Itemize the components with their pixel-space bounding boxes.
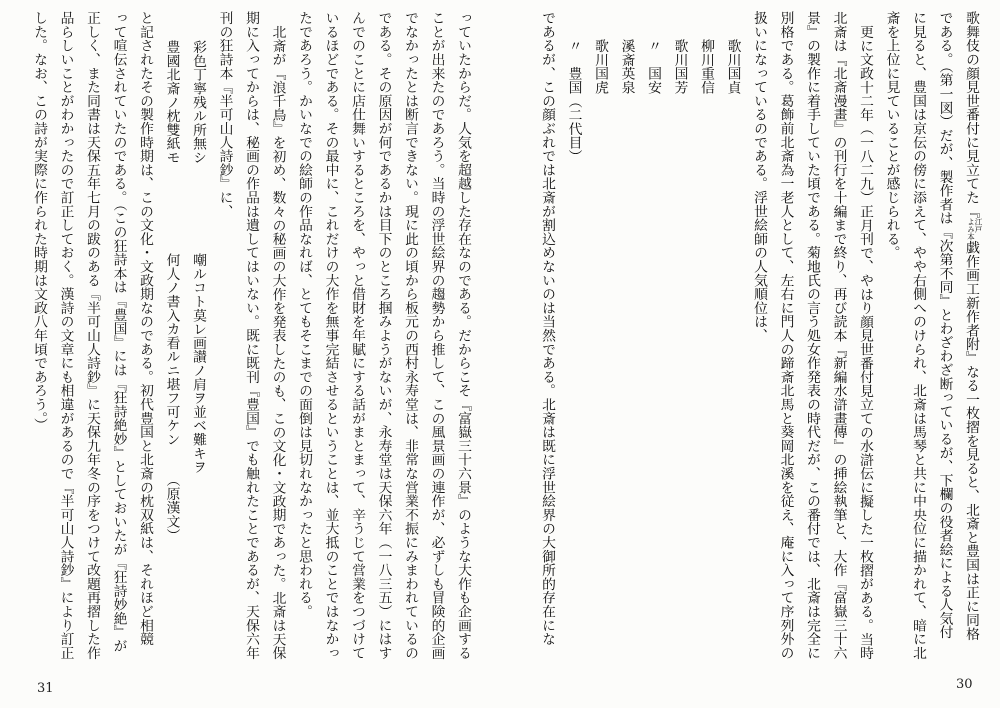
right-page-text — [533, 11, 984, 666]
page-number-right: 30 — [956, 677, 973, 692]
text-line: であるが、この顔ぶれでは北斎が割込めないのは当然である。北斎は既に浮世絵界の大御所的存在にな — [539, 11, 555, 646]
text-line: 扱いになっているのである。浮世絵師の人気順位は、 — [751, 11, 767, 343]
text-line: 別格である。葛飾前北斎為一老人として、左右に門人の蹄斎北馬と葵岡北溪を従え、庵に入って序列外の — [777, 11, 794, 660]
text-line: ことが出来たのであろう。当時の浮世絵界の趨勢から推して、この風景画の連作が、必ずしも冒険的企画 — [428, 11, 445, 660]
text-line: 更に文政十二年（一八二九）正月刊で、やはり顔見世番付見立ての水滸伝に擬した一枚摺がある。当時 — [857, 24, 873, 660]
text-segment: 歌舞伎の顔見世番付に見立てた『 — [963, 11, 979, 218]
text-segment: 戯作画工新作者附』なる一枚摺を見ると、北斎と豊国は正に同格 — [963, 240, 979, 641]
ranking-item: 歌川国虎 — [592, 38, 608, 94]
text-line: いるほどである。その最中に、これだけの大作を無事完結させるということは、並大抵のことではなかっ — [322, 11, 339, 660]
text-line: っていたからだ。人気を超越した存在なのである。だからこそ『富嶽三十六景』のような大作も企画する — [455, 11, 471, 660]
poem-second-half: 嘲ルコト莫レ画讃ノ肩ヲ並ベ難キヲ — [190, 253, 206, 474]
text-line: に見ると、豊国は京伝の傍に添えて、やや右側へのけられ、北斎は馬琴と共に中央位に描かれて、暗に北 — [910, 11, 926, 660]
text-line: んでのことに店仕舞いするところを、やっと借財を年賦にする話がまとまって、辛うじて営業をつづけて — [349, 11, 365, 660]
text-line: 斎を上位に見ていることが感じられる。 — [883, 11, 900, 260]
text-line — [958, 11, 985, 666]
poem-line — [185, 11, 212, 666]
text-line: 品らしいことがわかったので訂正しておく。漢詩の文章にも相違があるので『半可山人詩鈔』により訂正 — [57, 11, 74, 660]
page-number-left: 31 — [37, 681, 54, 696]
poem-second-half: 何人ノ書入カ看ルニ堪フ可ケン — [163, 253, 180, 447]
text-line: でなかったとは断言できない。現に此の頃から板元の西村永寿堂は、非常な営業不振にみまわれているの — [402, 11, 418, 660]
text-line: 景』の製作に着手していた頃である。菊地氏の言う処女作発表の時代だが、この番付では、北斎は完全に — [804, 11, 820, 660]
poem-first-half: 豊國北斎ノ枕雙紙モ — [163, 40, 180, 165]
ranking-item: 〃 豊国（二代目） — [565, 38, 582, 163]
warichu-right: 江戸 — [974, 218, 983, 233]
text-line: たであろう。かいなでの絵師の作品なれば、とてもそこまでの面倒は見切れなかったと思われる。 — [296, 11, 312, 619]
ranking-item: 溪斎英泉 — [618, 38, 635, 94]
text-line: と記されたその製作時期は、この文化・文政期なのである。初代豊国と北斎の枕双紙は、それほど相競 — [137, 11, 153, 646]
text-line: である。（第一図）だが、製作者は『次第不同』とわざわざ断っているが、下欄の役者絵による人気付 — [936, 11, 953, 639]
text-line: 期に入ってからは、秘画の作品は遺してはいない。既に既刊『豊国』でも触れたことであるが、天保六年 — [243, 11, 259, 660]
text-line: 北斎は『北斎漫畫』の刊行を十編まで終り、再び読本『新編水滸畫傳』の挿絵執筆と、大作『富嶽三十六 — [830, 11, 847, 660]
warichu-annotation — [967, 218, 982, 241]
ranking-item: 〃 国安 — [645, 38, 661, 94]
poem-first-half: 彩色丁寧残ル所無シ — [190, 40, 206, 165]
ranking-item: 歌川国芳 — [671, 38, 688, 94]
text-line: 刊の狂詩本『半可山人詩鈔』に、 — [216, 11, 233, 218]
poem-source-note: （原漢文） — [163, 473, 180, 542]
ranking-item: 柳川重信 — [698, 38, 714, 94]
text-line: した。なお、この詩が実際に作られた時期は文政八年頃であろう。） — [31, 11, 47, 432]
ranking-item: 歌川国貞 — [724, 38, 741, 94]
warichu-left: よみ本 — [966, 218, 976, 241]
poem-line — [158, 11, 185, 666]
text-line: って喧伝されていたのである。（この狂詩本は『豊国』には『狂詩絶妙』としておいたが『狂詩妙絶』が — [110, 11, 127, 653]
text-line: である。その原因が何であるかは目下のところ掴みようがないが、永寿堂は天保六年（一八三五）にはす — [375, 11, 392, 660]
text-line: 北斎が『浪千鳥』を初め、数々の秘画の大作を発表したのも、この文化・文政期であった。北斎は天保 — [269, 24, 286, 660]
left-page-text — [25, 11, 476, 666]
text-line: 正しく、また同書は天保五年七月の跋のある『半可山人詩鈔』に天保九年冬の序をつけて改題再摺した作 — [84, 11, 100, 660]
